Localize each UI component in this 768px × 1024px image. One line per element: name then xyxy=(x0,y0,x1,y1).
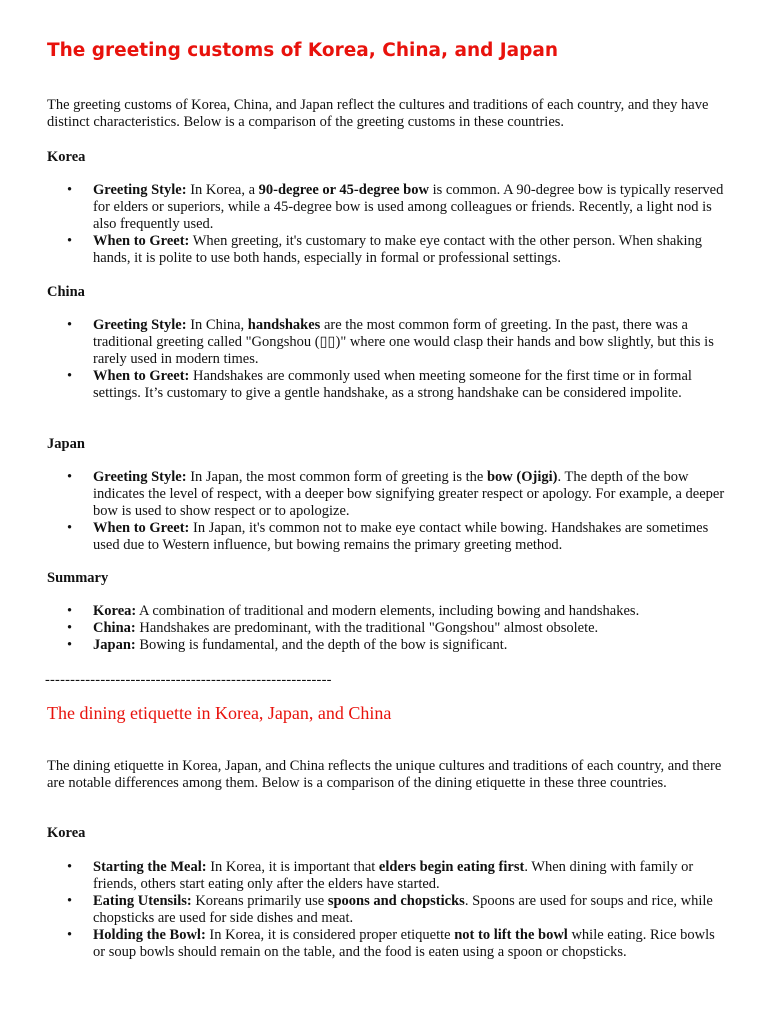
list-item-text: are the most common form of greeting. In the past, there was a traditional greeting called "Gongshou (▯▯)" where one would clasp their hands and bow slightly, but this is rarely used in modern times. xyxy=(93,317,714,367)
list-item-label: Korea: xyxy=(93,603,137,619)
list-item-text: . Spoons are used for soups and rice, while chopsticks are used for side dishes and meat. xyxy=(93,893,713,926)
list-item-label: Japan: xyxy=(93,637,136,653)
list-item-label: When to Greet: xyxy=(93,233,190,249)
greeting-korea-list xyxy=(47,182,727,267)
list-item-label: Greeting Style: xyxy=(93,317,187,333)
list-item-label: When to Greet: xyxy=(93,520,190,536)
list-item-text: In Korea, a xyxy=(186,182,259,198)
list-item-text: while eating. Rice bowls or soup bowls should remain on the table, and the food is eaten using a spoon or chopsticks. xyxy=(93,927,715,960)
greeting-china-list xyxy=(47,317,727,402)
greeting-section-title: The greeting customs of Korea, China, and Japan xyxy=(47,40,559,61)
emphasized-text: bow (Ojigi) xyxy=(486,469,558,485)
list-item-text: . The depth of the bow indicates the level of respect, with a deeper bow signifying greater respect or apology. For example, a deeper bow is used to show respect or to apologize. xyxy=(93,469,725,519)
list-item xyxy=(47,368,727,402)
emphasized-text: handshakes xyxy=(247,317,321,333)
summary-heading: Summary xyxy=(47,570,109,586)
list-item-text: . When dining with family or friends, others start eating only after the elders have started. xyxy=(93,859,694,892)
list-item xyxy=(47,520,727,554)
section-divider: --------------------------------------------------------- xyxy=(45,672,332,688)
list-item xyxy=(47,927,727,961)
list-item-label: Greeting Style: xyxy=(93,469,187,485)
greeting-intro: The greeting customs of Korea, China, and Japan reflect the cultures and traditions of each country, and they have distinct characteristics. Below is a comparison of the greeting customs in these countries. xyxy=(47,97,709,130)
dining-korea-heading: Korea xyxy=(47,825,86,841)
list-item xyxy=(47,859,727,893)
list-item-label: China: xyxy=(93,620,136,636)
list-item xyxy=(47,893,727,927)
greeting-japan-heading: Japan xyxy=(47,436,85,452)
list-item-text: is common. A 90-degree bow is typically reserved for elders or superiors, while a 45-degree bow is used among colleagues or friends. Recently, a light nod is also frequently used. xyxy=(93,182,724,232)
summary-list xyxy=(47,603,727,654)
list-item-text: In Japan, the most common form of greeting is the xyxy=(186,469,487,485)
greeting-japan-list xyxy=(47,469,727,554)
list-item-text: Bowing is fundamental, and the depth of the bow is significant. xyxy=(135,637,508,653)
list-item xyxy=(47,603,727,620)
list-item-label: Starting the Meal: xyxy=(93,859,207,875)
list-item xyxy=(47,233,727,267)
list-item-text: In Korea, it is considered proper etiquette xyxy=(205,927,455,943)
emphasized-text: not to lift the bowl xyxy=(454,927,568,943)
list-item-text: In Japan, it's common not to make eye contact while bowing. Handshakes are sometimes used due to Western influence, but bowing remains the primary greeting method. xyxy=(93,520,709,553)
list-item-text: A combination of traditional and modern elements, including bowing and handshakes. xyxy=(136,603,640,619)
list-item-label: Eating Utensils: xyxy=(93,893,192,909)
list-item xyxy=(47,182,727,233)
list-item-label: Greeting Style: xyxy=(93,182,187,198)
list-item-text: Koreans primarily use xyxy=(191,893,328,909)
list-item xyxy=(47,317,727,368)
emphasized-text: elders begin eating first xyxy=(378,859,525,875)
list-item-text: Handshakes are commonly used when meeting someone for the first time or in formal settings. It’s customary to give a gentle handshake, as a strong handshake can be considered impolite. xyxy=(93,368,692,401)
list-item xyxy=(47,620,727,637)
greeting-korea-heading: Korea xyxy=(47,149,86,165)
list-item-label: When to Greet: xyxy=(93,368,190,384)
list-item xyxy=(47,637,727,654)
dining-section-title: The dining etiquette in Korea, Japan, and China xyxy=(47,703,392,723)
dining-intro: The dining etiquette in Korea, Japan, and China reflects the unique cultures and traditions of each country, and there are notable differences among them. Below is a comparison of the dining etiquette in these three countries. xyxy=(47,758,722,791)
list-item xyxy=(47,469,727,520)
emphasized-text: 90-degree or 45-degree bow xyxy=(258,182,429,198)
greeting-china-heading: China xyxy=(47,284,85,300)
list-item-text: In China, xyxy=(186,317,248,333)
dining-korea-list xyxy=(47,859,727,961)
emphasized-text: spoons and chopsticks xyxy=(327,893,465,909)
list-item-text: When greeting, it's customary to make eye contact with the other person. When shaking hands, it is polite to use both hands, especially in formal or professional settings. xyxy=(93,233,703,266)
list-item-label: Holding the Bowl: xyxy=(93,927,206,943)
list-item-text: In Korea, it is important that xyxy=(206,859,379,875)
list-item-text: Handshakes are predominant, with the traditional "Gongshou" almost obsolete. xyxy=(135,620,599,636)
